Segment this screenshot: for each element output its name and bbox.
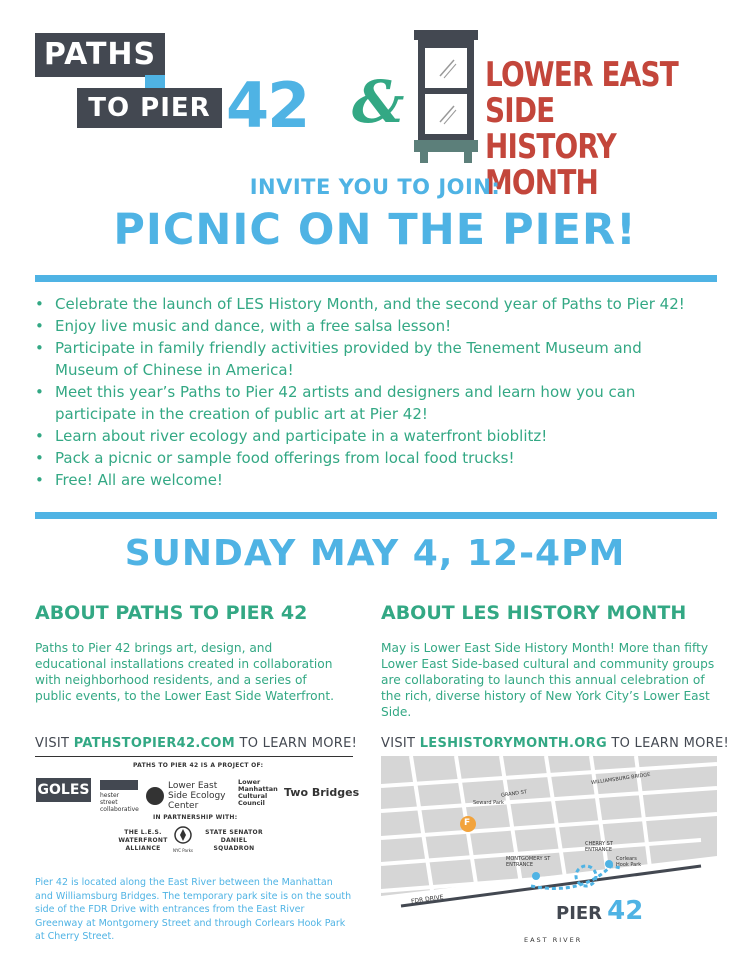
two-bridges-logo: Two Bridges <box>284 786 360 799</box>
partnership-label: IN PARTNERSHIP WITH: <box>153 814 238 821</box>
hester-mark <box>100 780 138 790</box>
about-paths-body: Paths to Pier 42 brings art, design, and educational installations created in collaboration with neighborhood residents, and a series of public events, to the Lower East Side Waterfront. <box>35 641 335 703</box>
paths-logo-line1: PATHS <box>35 33 165 77</box>
ampersand: & <box>352 68 405 136</box>
seward-park-label: Seward Park <box>473 800 504 806</box>
visit-suffix: TO LEARN MORE! <box>235 736 358 751</box>
ecology-logo-text: Lower East Side Ecology Center <box>168 781 226 811</box>
f-train-marker: F <box>464 818 471 828</box>
globe-icon <box>146 787 164 805</box>
project-of-label: PATHS TO PIER 42 IS A PROJECT OF: <box>133 762 264 769</box>
nyc-parks-text: NYC Parks <box>172 848 193 853</box>
williamsburg-label: WILLIAMSBURG BRIDGE <box>590 771 651 787</box>
montgomery-label: MONTGOMERY ST ENTRANCE <box>506 856 551 868</box>
nyc-parks-logo <box>172 826 194 853</box>
senator-logo: STATE SENATOR DANIEL SQUADRON <box>205 829 263 852</box>
grand-st-label: GRAND ST <box>500 789 528 799</box>
leaf-icon <box>174 826 192 844</box>
event-date: SUNDAY MAY 4, 12-4PM <box>124 533 626 574</box>
highlight-item: • Learn about river ecology and participate in a waterfront bioblitz! <box>35 425 735 447</box>
pier-label: PIER <box>556 903 603 924</box>
area-map <box>381 756 717 951</box>
les-url-link[interactable]: LESHISTORYMONTH.ORG <box>419 736 607 751</box>
highlight-item: • Celebrate the launch of LES History Month, and the second year of Paths to Pier 42! <box>35 293 735 315</box>
visit-les <box>381 736 729 751</box>
location-note: Pier 42 is located along the East River between the Manhattan and Williamsburg Bridges. The temporary park site is on the south side of the FDR Drive with entrances from the East River Greenway at Montgomery Street and through Corlears Hook Park at Cherry Street. <box>35 877 352 942</box>
highlights-list <box>35 293 735 491</box>
paths-url-link[interactable]: PATHSTOPIER42.COM <box>73 736 236 751</box>
east-river-label: EAST RIVER <box>524 936 583 944</box>
ecology-logo <box>146 781 230 811</box>
highlight-item: • Participate in family friendly activities provided by the Tenement Museum and Museum of Chinese in America! <box>35 337 735 381</box>
hester-logo <box>100 780 138 813</box>
highlight-item: • Free! All are welcome! <box>35 469 735 491</box>
fdr-label: FDR DRIVE <box>410 893 444 906</box>
lmcc-logo: Lower Manhattan Cultural Council <box>238 778 278 807</box>
visit-prefix: VISIT <box>381 736 420 751</box>
pier-42-wordmark <box>556 896 643 926</box>
highlight-item: • Pack a picnic or sample food offerings from local food trucks! <box>35 447 735 469</box>
about-les-body: May is Lower East Side History Month! More than fifty Lower East Side-based cultural and community groups are collaborating to launch this annual celebration of the rich, diverse history of New York City’s Lower East Side. <box>381 641 715 719</box>
invite-text: INVITE YOU TO JOIN: <box>249 175 501 199</box>
les-alliance-logo: THE L.E.S. WATERFRONT ALLIANCE <box>118 829 168 852</box>
paths-logo-line2: TO PIER <box>77 88 222 128</box>
about-paths-heading: ABOUT PATHS TO PIER 42 <box>35 602 308 624</box>
visit-suffix: TO LEARN MORE! <box>606 736 730 751</box>
event-title: PICNIC ON THE PIER! <box>113 205 637 255</box>
les-logo-line1: LOWER EAST SIDE <box>485 55 678 131</box>
paths-logo-accent <box>145 75 165 88</box>
highlight-item: • Meet this year’s Paths to Pier 42 artists and designers and learn how you can participate in the creation of public art at Pier 42! <box>35 381 735 425</box>
goles-logo-text: GOLES <box>37 782 90 798</box>
about-les-heading: ABOUT LES HISTORY MONTH <box>381 602 687 624</box>
les-logo-line2: HISTORY MONTH <box>485 127 616 203</box>
goles-logo <box>36 778 91 802</box>
visit-prefix: VISIT <box>35 736 74 751</box>
divider-bottom <box>35 512 717 519</box>
corlears-label: Corlears Hook Park <box>616 856 642 868</box>
cherry-label: CHERRY ST ENTRANCE <box>585 841 613 853</box>
map-streets <box>381 756 717 916</box>
divider-top <box>35 275 717 282</box>
paths-logo-number: 42 <box>226 69 309 142</box>
visit-paths <box>35 736 357 751</box>
hester-logo-text: hester street collaborative <box>100 792 139 813</box>
highlight-item: • Enjoy live music and dance, with a free salsa lesson! <box>35 315 735 337</box>
pier-number: 42 <box>607 896 644 926</box>
window-icon <box>414 30 478 163</box>
